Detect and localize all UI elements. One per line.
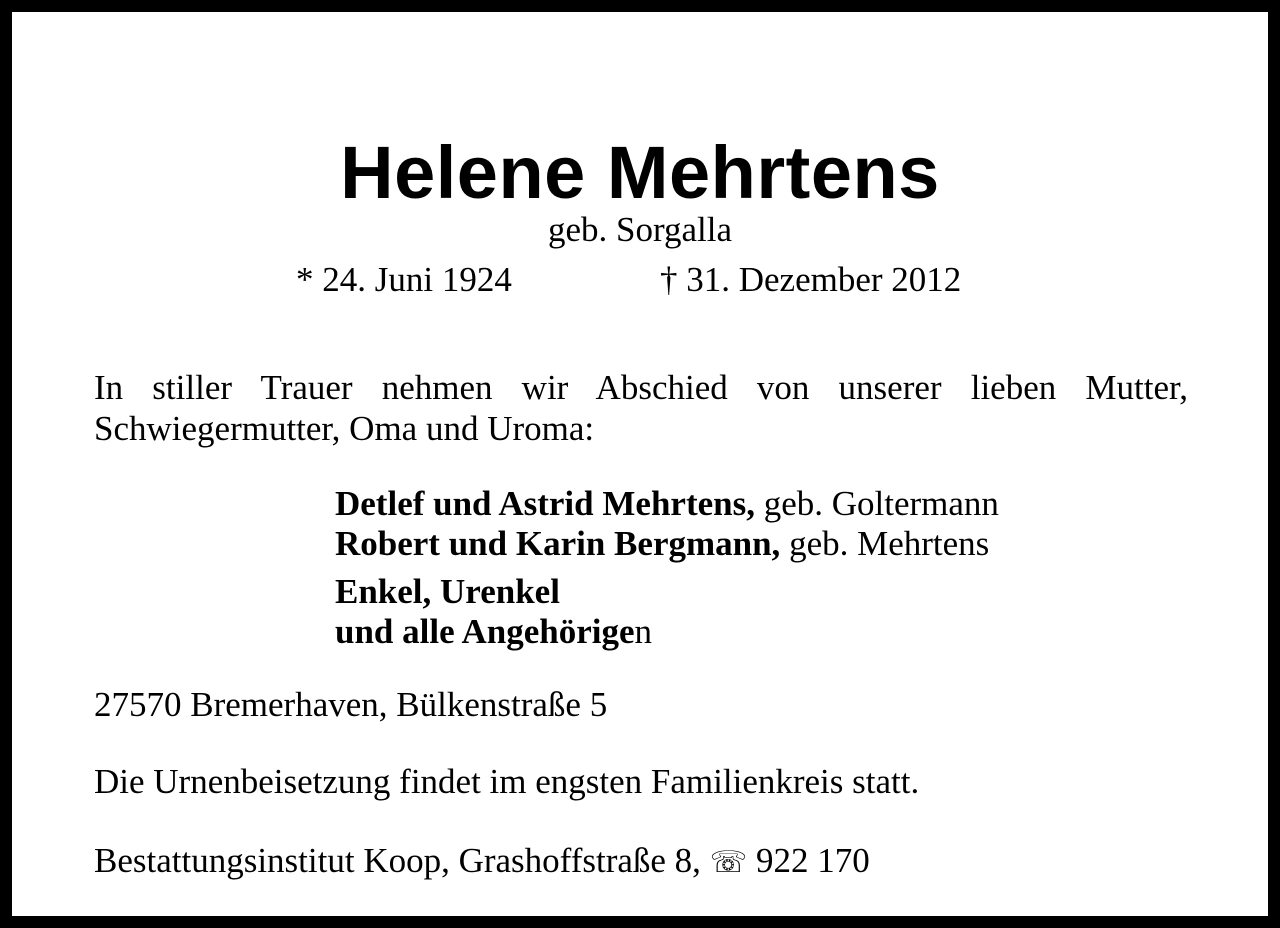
life-dates (296, 260, 962, 299)
mourner-names: Robert und Karin Bergmann, (335, 524, 781, 563)
deceased-name: Helene Mehrtens (340, 131, 940, 214)
mourner-names: Detlef und Astrid Mehrtens, (335, 484, 755, 523)
relatives-line-2-tail: n (634, 612, 652, 651)
telephone-icon: ☏ (709, 845, 748, 880)
mourners-list (335, 484, 999, 652)
funeral-home-address: Bestattungsinstitut Koop, Grashoffstraße 8, (94, 841, 701, 880)
address: 27570 Bremerhaven, Bülkenstraße 5 (94, 685, 608, 724)
intro-line-2: Schwiegermutter, Oma und Uroma: (94, 409, 595, 448)
mourner-row (335, 524, 999, 564)
mourner-row (335, 484, 999, 524)
phone-number: 922 170 (755, 841, 870, 880)
mourner-suffix: geb. Goltermann (754, 484, 999, 523)
funeral-home (94, 843, 870, 878)
intro-line-1: In stiller Trauer nehmen wir Abschied von unserer lieben Mutter, (94, 368, 1188, 407)
intro-text (94, 367, 1188, 449)
birth-date: * 24. Juni 1924 (296, 260, 512, 299)
mourner-suffix: geb. Mehrtens (780, 524, 990, 563)
obituary-notice (11, 11, 1269, 917)
death-date: † 31. Dezember 2012 (660, 260, 962, 299)
relatives (335, 572, 999, 652)
birth-name: geb. Sorgalla (547, 210, 733, 249)
relatives-line-2: und alle Angehörige (335, 612, 635, 651)
burial-note: Die Urnenbeisetzung findet im engsten Familienkreis statt. (94, 762, 920, 801)
relatives-line-1: Enkel, Urenkel (335, 572, 560, 611)
